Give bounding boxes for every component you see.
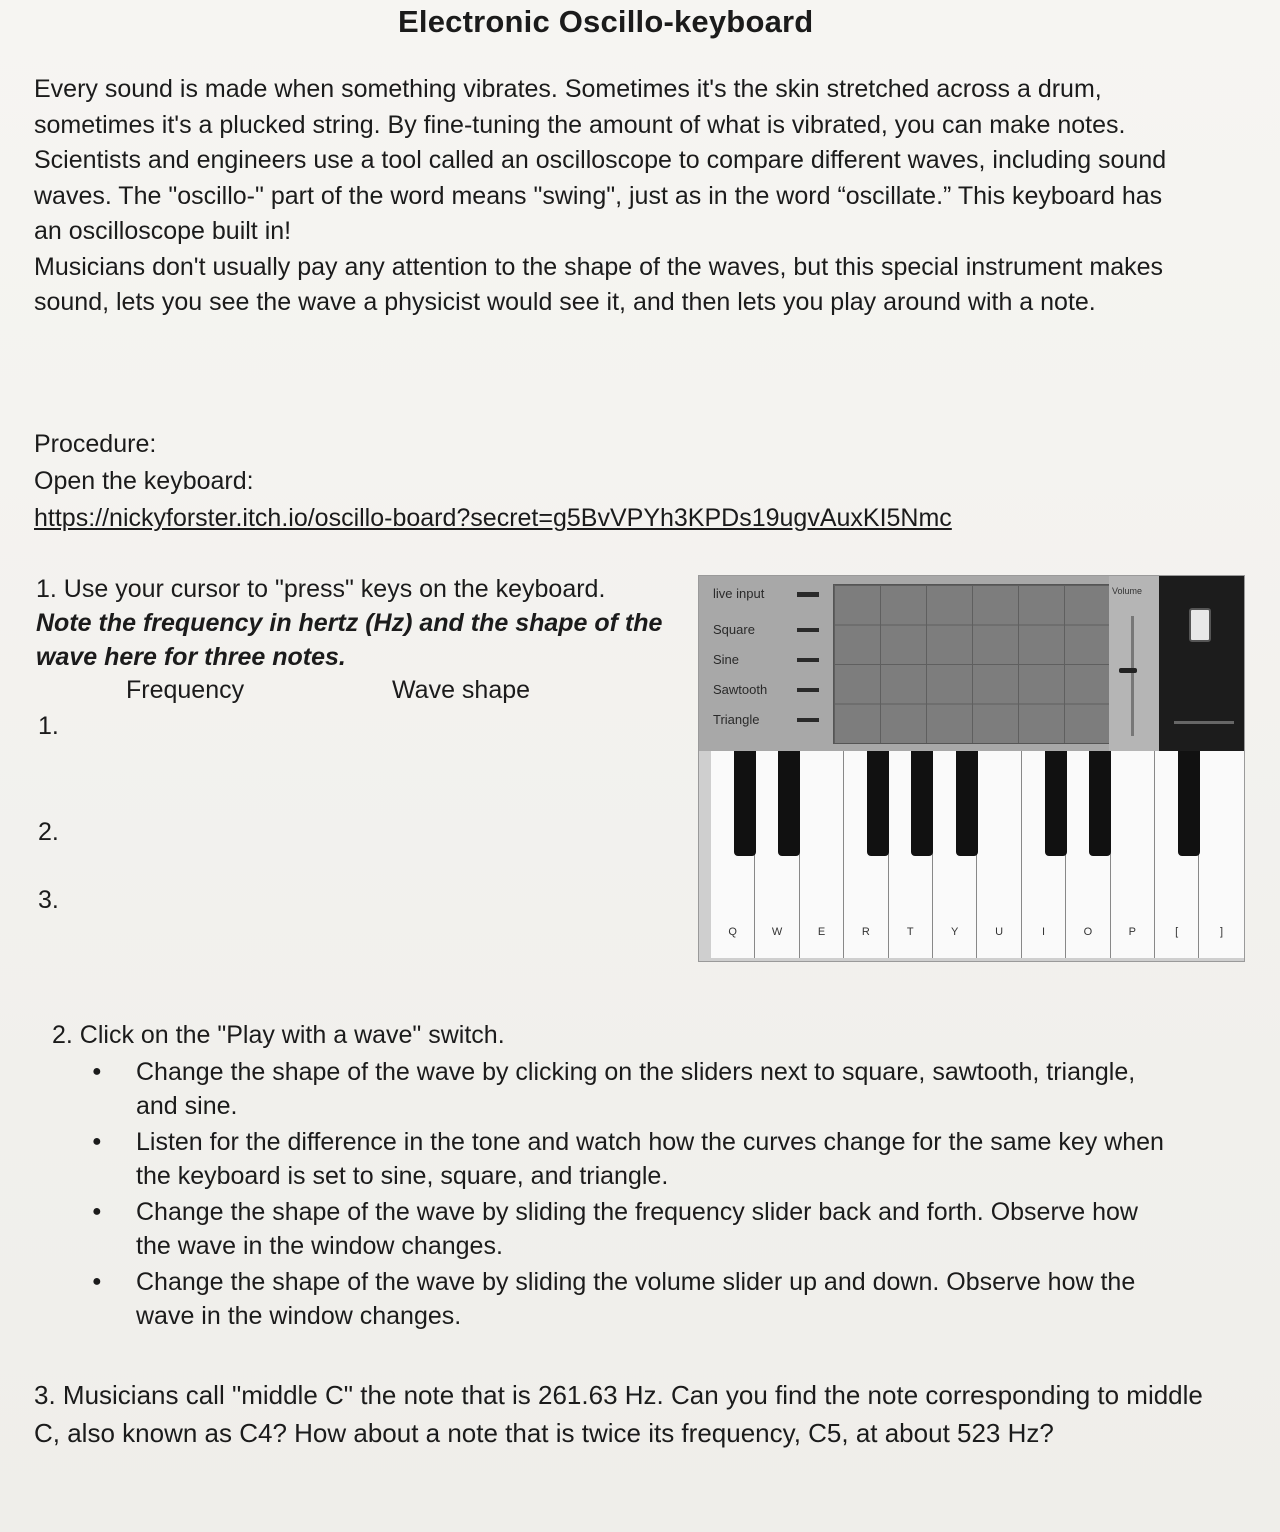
volume-slider-knob[interactable] [1119, 668, 1137, 673]
question-2-text: 2. Click on the "Play with a wave" switch. [52, 1021, 505, 1049]
bullet-item: ● Change the shape of the wave by clicking on the sliders next to square, sawtooth, triangle, and sine. [92, 1055, 1172, 1123]
oscilloscope-screen [833, 584, 1111, 744]
bullet-item: ● Listen for the difference in the tone and watch how the curves change for the same key when the keyboard is set to sine, square, and triangle. [92, 1125, 1172, 1193]
answer-row-number: 1. [38, 712, 59, 740]
key-letter: ] [1220, 926, 1224, 938]
bullet-item: ● Change the shape of the wave by sliding the volume slider up and down. Observe how the wave in the window changes. [92, 1265, 1172, 1333]
question-1-note: Note the frequency in hertz (Hz) and the shape of the wave here for three notes. [36, 609, 663, 671]
sawtooth-label: Sawtooth [713, 682, 768, 697]
black-key[interactable] [1089, 751, 1111, 856]
frequency-panel [1159, 576, 1244, 751]
black-key[interactable] [778, 751, 800, 856]
question-3 [34, 1376, 1214, 1452]
white-key[interactable] [800, 751, 844, 958]
keyboard-link[interactable]: https://nickyforster.itch.io/oscillo-board?secret=g5BvVPYh3KPDs19ugvAuxKI5Nmc [34, 504, 952, 532]
bullet-item: ● Change the shape of the wave by sliding the frequency slider back and forth. Observe how the wave in the window changes. [92, 1195, 1172, 1263]
intro-paragraph: Scientists and engineers use a tool called an oscilloscope to compare different waves, including sound waves. The "oscillo-" part of the word means "swing", just as in the word “oscillate.” This keyboard has an oscilloscope built in! [34, 146, 1167, 245]
wave-shape-column-header: Wave shape [392, 676, 531, 704]
frequency-slider-track[interactable] [1174, 721, 1234, 724]
white-key[interactable] [1199, 751, 1243, 958]
key-letter: E [817, 926, 826, 938]
white-key[interactable] [977, 751, 1021, 958]
black-key[interactable] [734, 751, 756, 856]
key-letter: Q [728, 926, 737, 938]
intro-text [34, 72, 1184, 321]
question-1-text: 1. Use your cursor to "press" keys on the keyboard. [36, 575, 606, 603]
frequency-slider-knob[interactable] [1189, 608, 1211, 642]
question-2 [52, 1018, 1202, 1052]
square-switch[interactable] [797, 628, 819, 632]
black-key[interactable] [1045, 751, 1067, 856]
intro-paragraph: Musicians don't usually pay any attention to the shape of the waves, but this special instrument makes sound, lets you see the wave a physicist would see it, and then lets you play around with a note. [34, 252, 1164, 316]
procedure-section [34, 426, 952, 537]
question-3-text: 3. Musicians call "middle C" the note that is 261.63 Hz. Can you find the note corresponding to middle C, also known as C4? How about a note that is twice its frequency, C5, at about 523 Hz? [34, 1380, 1203, 1448]
black-key[interactable] [956, 751, 978, 856]
key-letter: O [1083, 926, 1093, 938]
open-keyboard-label: Open the keyboard: [34, 467, 254, 495]
key-letter: R [861, 926, 870, 938]
answer-row-number: 2. [38, 818, 59, 846]
key-letter: T [906, 926, 914, 938]
answer-row-number: 3. [38, 886, 59, 914]
triangle-switch[interactable] [797, 718, 819, 722]
volume-slider-track[interactable] [1131, 616, 1134, 736]
oscillo-keyboard-figure [698, 575, 1245, 962]
black-key[interactable] [1178, 751, 1200, 856]
question-2-bullets [92, 1055, 1172, 1335]
page-title: Electronic Oscillo-keyboard [398, 4, 814, 39]
sine-label: Sine [713, 652, 740, 667]
live-input-label: live input [713, 586, 765, 601]
white-key[interactable] [1111, 751, 1155, 958]
intro-paragraph: Every sound is made when something vibrates. Sometimes it's the skin stretched across a drum, sometimes it's a plucked string. By fine-tuning the amount of what is vibrated, you can make notes. [34, 75, 1126, 139]
square-label: Square [713, 622, 755, 637]
key-letter: I [1041, 926, 1046, 938]
black-key[interactable] [911, 751, 933, 856]
key-letter: P [1128, 926, 1136, 938]
question-1 [36, 572, 686, 674]
frequency-column-header: Frequency [126, 676, 245, 704]
piano-keys [711, 751, 1244, 961]
control-panel [699, 576, 1244, 751]
black-key[interactable] [867, 751, 889, 856]
key-letter: W [771, 926, 783, 938]
live-input-switch[interactable] [797, 592, 819, 597]
volume-panel [1109, 576, 1159, 751]
sine-switch[interactable] [797, 658, 819, 662]
volume-label: Volume [1112, 586, 1143, 596]
key-letter: Y [951, 926, 959, 938]
procedure-heading: Procedure: [34, 430, 157, 458]
sawtooth-switch[interactable] [797, 688, 819, 692]
key-letter: U [995, 926, 1004, 938]
key-letter: [ [1175, 926, 1179, 938]
triangle-label: Triangle [713, 712, 760, 727]
